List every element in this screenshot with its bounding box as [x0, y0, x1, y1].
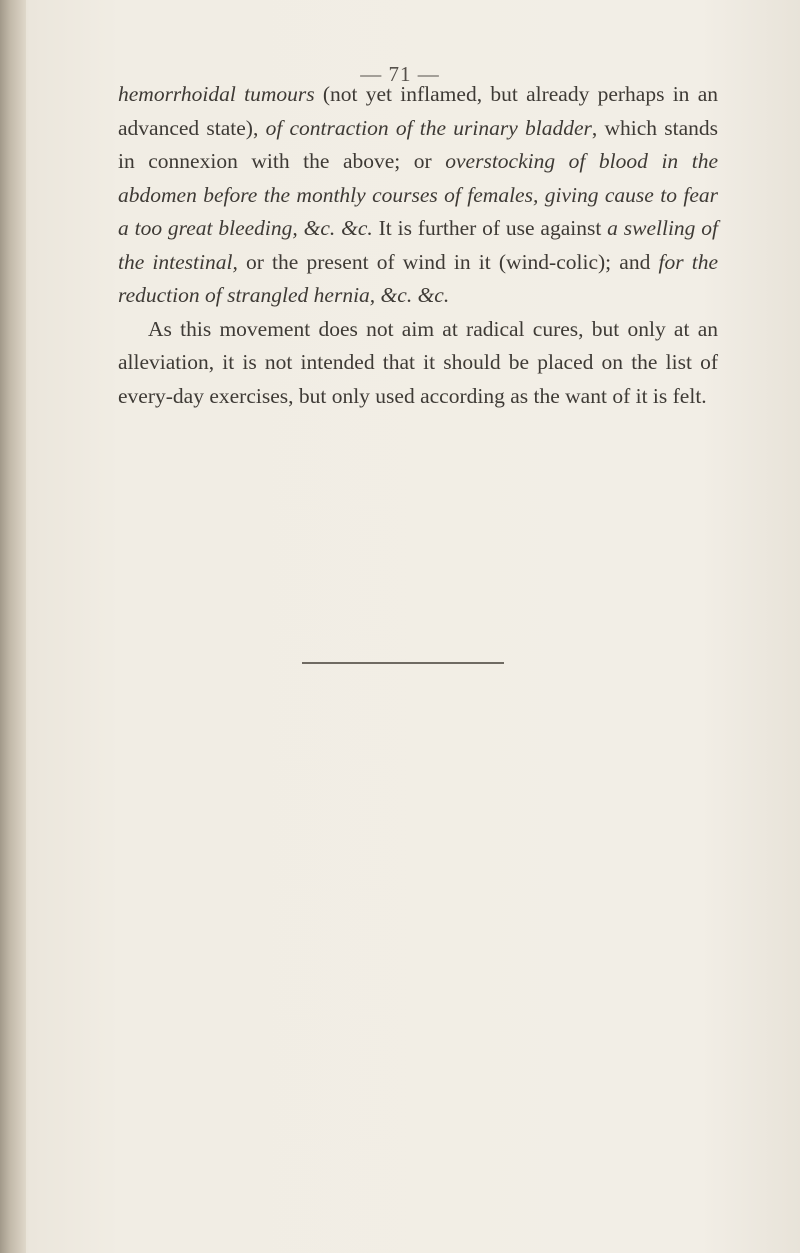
section-divider	[302, 662, 504, 664]
para1-seg-8: for the reduction of strangled hernia, &c. &c.	[118, 249, 718, 307]
body-text	[118, 78, 718, 413]
binding-shadow	[0, 0, 26, 1253]
paragraph-1	[118, 78, 718, 313]
para1-seg-1: (not yet inflamed, but already perhaps in an advanced state),	[118, 82, 718, 140]
para1-seg-3: , which stands in connexion with the above; or	[118, 115, 719, 173]
paragraph-2: As this movement does not aim at radical cures, but only at an alleviation, it is not intended that it should be placed on the list of every-day exercises, but only used according as the want of it is felt.	[118, 316, 718, 408]
para1-seg-5: It is further of use against	[372, 216, 608, 240]
para1-seg-2: of contraction of the urinary bladder	[265, 115, 592, 140]
para1-seg-7: or the present of wind in it (wind-colic); and	[237, 249, 659, 274]
para1-seg-6: a swelling of the intestinal,	[118, 216, 719, 274]
para1-seg-4: overstocking of blood in the abdomen before the monthly courses of females, giving cause to fear a too great bleeding, &c. &c.	[118, 149, 718, 240]
para1-seg-0: hemorrhoidal tumours	[118, 82, 315, 106]
page-number: — 71 —	[360, 62, 440, 86]
